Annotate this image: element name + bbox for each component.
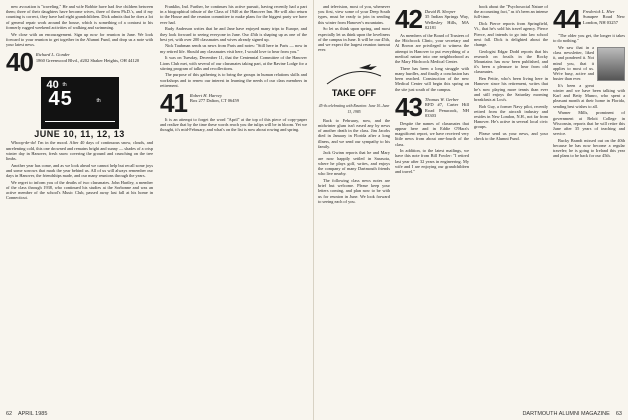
class-secretary: Richard L. Gonder 1860 Greenwood Blvd., #202 Shaker Heights, OH 44120 [35, 52, 140, 63]
class-number: 41 [160, 88, 187, 119]
paragraph: The following class news notes are brief but welcome. Please keep your letters coming, and plan now to be with us for reunion in June. We look forward to seeing each of you. [318, 177, 390, 204]
right-column-2 [395, 4, 469, 176]
class-number: 42 [395, 4, 422, 34]
left-column-1 [6, 4, 153, 202]
class-heading-42 [395, 4, 469, 34]
class-secretary: Thomas W. Gerber RFD #7, Carter Hill Road Penacook, NH 03303 [424, 96, 469, 118]
paragraph: There has been a long struggle with many hurdles, and finally a conclusion has been reached. Construction of the new Medical Center will begin this spring on the site just south of the campus. [395, 65, 469, 92]
class-number: 44 [553, 4, 580, 34]
class-heading-43 [395, 91, 469, 122]
paragraph: We close with an encouragement. Sign up now for reunion in June. We look forward to your reunion to get together in the Alumni Fund, and drop us a note with your latest news. [6, 31, 153, 47]
left-column-2 [160, 4, 307, 134]
class-secretary: Robert H. Harvey Box 277 Dalton, CT 06459 [189, 93, 239, 104]
paragraph: So let us think upon spring, and most especially let us think upon the loveliness of the campus in June. It will be our 45th, and we expect the largest reunion turnout ever. [318, 26, 390, 53]
takeoff-caption: 45-th celebrating with Reunion: June 10–June 13, 1985 [318, 104, 390, 114]
class-secretary: David B. Sleeper 35 Indian Springs Way, Wellesley Hills, MA 02181 [424, 9, 469, 31]
right-footer [522, 411, 622, 417]
paragraph: Nick Taubman sends us news from Paris and notes: "Still here in Paris — now in my retired life. Should any classmates visit here, I would love to hear from you." [160, 43, 307, 54]
reunion-dates: JUNE 10, 11, 12, 13 [34, 129, 125, 140]
paragraph: The purpose of this gathering is to bring the groups in human relations skills and workshops and to renew our interest in learning the needs of our class members in retirement. [160, 72, 307, 88]
paragraph: Dick Pierce reports from Springfield, Vt., that he's sold his travel agency. Pierce Pierce, and intends to go into law school next fall. Dick is delighted about the change. [474, 21, 548, 47]
paragraph: book about the "Psychosocial Nature of the accounting fact," as it's been an intense full-time. [474, 4, 548, 20]
right-column-1 [318, 4, 390, 205]
reunion-logo: 40 th 45 th [41, 77, 119, 129]
paragraph: Geologist Edgar Dodd reports that his research on fossils in the Rocky Mountains has now been published, and it's been a pleasure to hear from old classmates. [474, 48, 548, 75]
paragraph: We regret to inform you of the deaths of two classmates. John Hartley, a member of the class through 1938, who continued his studies at the Sorbonne and was an active member of the school's Music Club, passed away last fall at his home in Connecticut. [6, 179, 153, 201]
page-number: 62 [6, 411, 13, 417]
paragraph: It is an attempt to forget the word "April" at the top of this piece of copy-paper and realize that by the time these words reach you the tulips will be in bloom. Yet we thought, it's mid-February, and what's on the list is now about rowing and spring. [160, 117, 307, 133]
paragraph: Despite the names of classmates that appear here and in Eddie O'Hara's magnificent report, we have received very little news from about one-fourth of the class. [395, 120, 469, 147]
right-column-3 [474, 4, 548, 143]
classmate-photo [597, 47, 625, 81]
paragraph: Bob Guy, a former Navy pilot, recently retired from the aircraft industry and resides in New London, N.H., not far from Hanover. He's active in several local civic groups. [474, 103, 548, 130]
takeoff-icon [319, 54, 389, 102]
paragraph: and television, most of you, whenever you first, view some of your Deep South types, must be ready to join in sending this winter from Hanover's mountains. [318, 4, 390, 25]
paragraph: Whoop-de-do! I'm in the mood. After 40 days of continuous snow, clouds, and unrelenting cold, this one drowned and remains bright and sunny — shades of a crisp winter day in Hanover, fresh snow covering the ground and crunching on the tree limbs. [6, 140, 153, 161]
paragraph: "The older you get, the longer it takes to do nothing." [553, 33, 625, 44]
paragraph: new avocation is "traveling." He and wife Bobbie have had five children between them; three of their daughters have become wives, three of them Ph.D.'s, and if my counting is correct, they have had eight grandchildren. Dick admits that he does a lot of general repair work around the house, which is something of a contrast to his formerly rugged weekend activities of walking and swimming. [6, 4, 153, 30]
class-number: 40 [6, 47, 33, 78]
class-heading-40 [6, 47, 153, 78]
right-page [314, 0, 628, 420]
paragraph: It was on Tuesday, December 11, that the Centennial Committee of the Hanover Lions Club met, with several of our classmates taking part, at the Ravine Lodge for a stirring program of talks and recollections. [160, 55, 307, 71]
paragraph: We saw that in a class newsletter, liked it, and pondered it. Not mind you, that it applies to most of us. We're busy, active and busier than ever. [553, 44, 594, 82]
paragraph: Back to February, now, and the midwinter glum isn't eased any by news of another death in the class. Jim Jacobs died in January in Florida after a long illness, and we send our sympathy to his family. [318, 117, 390, 149]
paragraph: Franklin, Ind. Further, he continues his active pursuit, having recently had a part in a biographical tribute of the Class of 1940 at the Hanover Inn. He will also return to the House and the reunion committee to make plans for the biggest party we have ever had. [160, 4, 307, 25]
left-footer [6, 411, 47, 417]
paragraph: Another year has come, and as we look ahead we cannot help but recall some joys and some sorrows that mark the year behind us. All of us will always remember our days in Hanover, the friendships made, and our many reunions through the years. [6, 162, 153, 179]
paragraph: In addition, to the latest mailings, we have this note from Bill Fowler: "I retired last year after 32 years in engineering. My wife and I are enjoying our grandchildren and travel." [395, 148, 469, 175]
paragraph: Jack Gwinn reports that he and Mary are now happily settled in Sarasota, where he plays golf, writes, and enjoys the company of many Dartmouth friends who live nearby. [318, 150, 390, 177]
masthead: DARTMOUTH ALUMNI MAGAZINE [522, 411, 610, 417]
class-heading-44 [553, 4, 625, 34]
right-column-4 [553, 4, 625, 160]
takeoff-graphic [319, 54, 389, 102]
takeoff-title: TAKE OFF [331, 88, 377, 99]
paragraph: Ben Pettie, who's been living here in Hanover since his retirement, writes that he's now playing more tennis than ever and still enjoys the Saturday morning breakfasts at Lou's. [474, 76, 548, 102]
paragraph: Please send us your news, and your check to the Alumni Fund. [474, 131, 548, 142]
paragraph: Warner Mills, prominent of government at Beloit College in Wisconsin, reports that he will retire this June after 35 years of teaching and service. [553, 110, 625, 137]
issue-month: APRIL 1985 [17, 411, 48, 417]
class-heading-41 [160, 88, 307, 119]
paragraph: Rudy Anderson writes that he and Jane have enjoyed many trips to Europe, and they look forward to seeing everyone in June. Our 45th is shaping up as one of the best yet, with over 200 classmates and wives already signed up. [160, 26, 307, 42]
class-secretary: Frederick L. Hier Sunapee Road New London, NH 03257 [582, 9, 625, 25]
paragraph: As members of the Board of Trustees of the Hitchcock Clinic, your secretary and Al Brown are privileged to witness the attempt in Hanover to put everything of a medical nature into one neighborhood as the Mary Hitchcock Medical Center. [395, 33, 469, 65]
paragraph: Bucky Brandt missed out on the 40th because he has now become a regular traveler; he is going to Ireland this year and plans to be back for our 45th. [553, 137, 625, 159]
paragraph: It's been a great winter and we have been talking with Karl and Betty Munro, who spent a pleasant month at their home in Florida, sending best wishes to all. [553, 82, 625, 109]
class-number: 43 [395, 91, 422, 122]
page-number: 63 [615, 411, 622, 417]
